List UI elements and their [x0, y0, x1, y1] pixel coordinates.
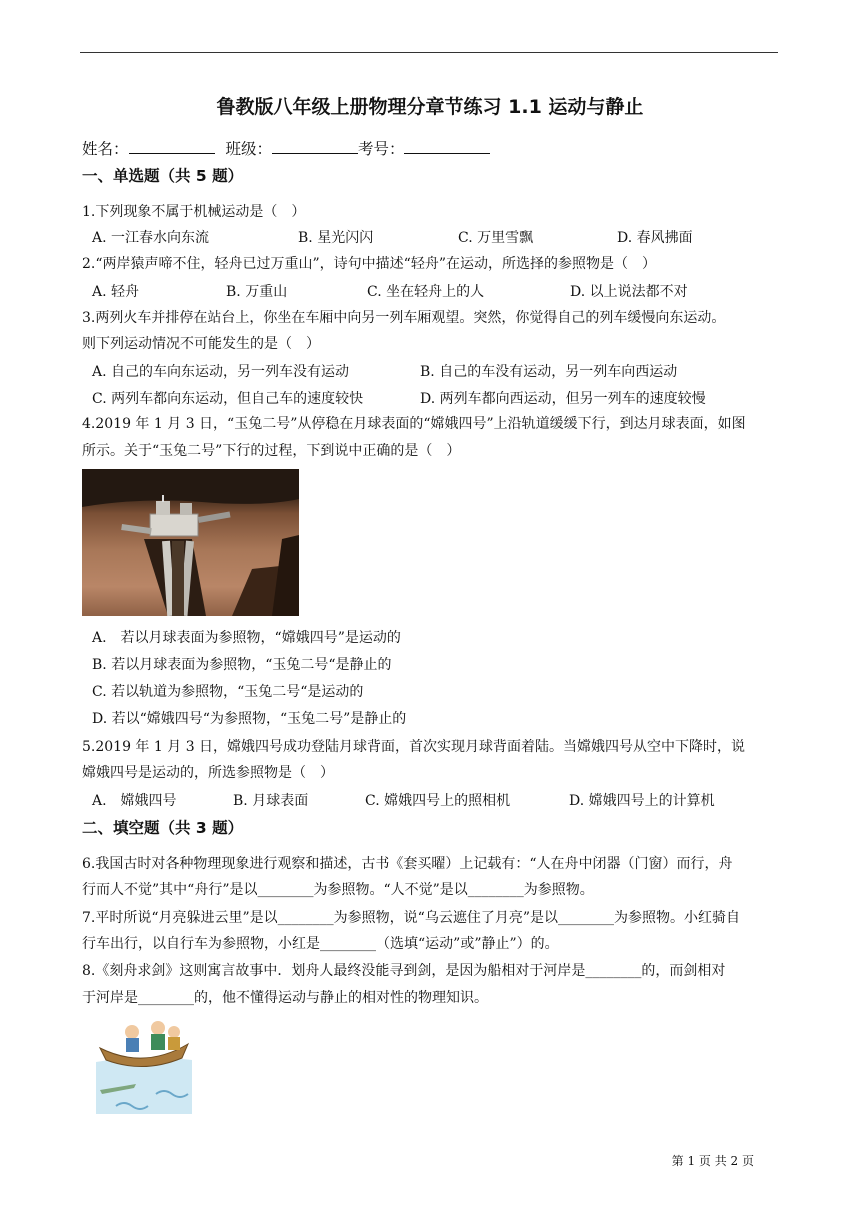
section-heading-single-choice: 一、单选题（共 5 题） — [82, 167, 244, 185]
question-7-line-2: 行车出行，以自行车为参照物，小红是________（选填“运动”或”静止”）的。 — [82, 936, 559, 952]
q1-option-c: C. 万里雪飘 — [458, 230, 534, 246]
question-3-line-1: 3.两列火车并排停在站台上，你坐在车厢中向另一列车厢观望。突然，你觉得自己的列车缓慢向东运动。 — [82, 310, 726, 326]
question-8-line-1: 8.《刻舟求剑》这则寓言故事中．划舟人最终没能寻到剑，是因为船相对于河岸是________的，而剑相对 — [82, 963, 726, 979]
page-title: 鲁教版八年级上册物理分章节练习 1.1 运动与静止 — [216, 96, 644, 118]
q1-option-a: A. 一江春水向东流 — [92, 230, 210, 246]
q3-option-a: A. 自己的车向东运动，另一列车没有运动 — [92, 364, 350, 380]
q5-option-d: D. 嫦娥四号上的计算机 — [569, 793, 715, 809]
q4-option-a: A. 若以月球表面为参照物，“嫦娥四号”是运动的 — [92, 630, 401, 646]
question-2: 2.“两岸猿声啼不住，轻舟已过万重山”，诗句中描述“轻舟”在运动，所选择的参照物是（ ） — [82, 256, 656, 272]
q4-option-b: B. 若以月球表面为参照物，“玉兔二号“是静止的 — [92, 657, 392, 673]
question-6-line-2: 行而人不觉”其中“舟行”是以________为参照物。“人不觉”是以________为参照物。 — [82, 882, 594, 898]
q1-option-b: B. 星光闪闪 — [298, 230, 374, 246]
q2-option-c: C. 坐在轻舟上的人 — [367, 284, 485, 300]
q5-option-b: B. 月球表面 — [233, 793, 309, 809]
q3-option-b: B. 自己的车没有运动，另一列车向西运动 — [420, 364, 678, 380]
q2-option-d: D. 以上说法都不对 — [570, 284, 688, 300]
question-5-line-1: 5.2019 年 1 月 3 日，嫦娥四号成功登陆月球背面，首次实现月球背面着陆。当嫦娥四号从空中下降时，说 — [82, 739, 746, 755]
question-4-line-2: 所示。关于“玉兔二号”下行的过程，下到说中正确的是（ ） — [82, 443, 461, 459]
q2-option-b: B. 万重山 — [226, 284, 288, 300]
q5-option-c: C. 嫦娥四号上的照相机 — [365, 793, 511, 809]
name-blank[interactable] — [129, 139, 215, 154]
question-1: 1.下列现象不属于机械运动是（ ） — [82, 204, 306, 220]
question-7-line-1: 7.平时所说“月亮躲进云里”是以________为参照物，说“乌云遮住了月亮”是以________为参照物。小红骑自 — [82, 910, 740, 926]
id-blank[interactable] — [404, 139, 490, 154]
student-info-line — [82, 137, 490, 159]
question-8-line-2: 于河岸是________的，他不懂得运动与静止的相对性的物理知识。 — [82, 990, 488, 1006]
header-rule — [80, 52, 778, 53]
question-3-line-2: 则下列运动情况不可能发生的是（ ） — [82, 336, 320, 352]
page-footer: 第 1 页 共 2 页 — [671, 1154, 754, 1168]
q3-option-c: C. 两列车都向东运动，但自己车的速度较快 — [92, 391, 364, 407]
q5-option-a: A. 嫦娥四号 — [92, 793, 177, 809]
q2-option-a: A. 轻舟 — [92, 284, 140, 300]
q3-option-d: D. 两列车都向西运动，但另一列车的速度较慢 — [420, 391, 706, 407]
boat-sword-illustration — [96, 1014, 192, 1114]
section-heading-fill-blank: 二、填空题（共 3 题） — [82, 819, 244, 837]
question-4-line-1: 4.2019 年 1 月 3 日，“玉兔二号”从停稳在月球表面的“嫦娥四号”上沿轨道缓缓下行，到达月球表面，如图 — [82, 416, 746, 432]
q1-option-d: D. 春风拂面 — [617, 230, 693, 246]
class-blank[interactable] — [272, 139, 358, 154]
q4-option-d: D. 若以“嫦娥四号“为参照物，“玉兔二号”是静止的 — [92, 711, 407, 727]
class-label: 班级： — [225, 140, 272, 158]
q4-option-c: C. 若以轨道为参照物，“玉兔二号“是运动的 — [92, 684, 364, 700]
question-5-line-2: 嫦娥四号是运动的，所选参照物是（ ） — [82, 765, 334, 781]
id-label: 考号： — [357, 140, 405, 158]
question-6-line-1: 6.我国古时对各种物理现象进行观察和描述，古书《套买曜）上记载有：“人在舟中闭器（门窗）而行，舟 — [82, 856, 733, 872]
name-label: 姓名： — [82, 140, 129, 158]
lunar-rover-photo — [82, 469, 299, 616]
